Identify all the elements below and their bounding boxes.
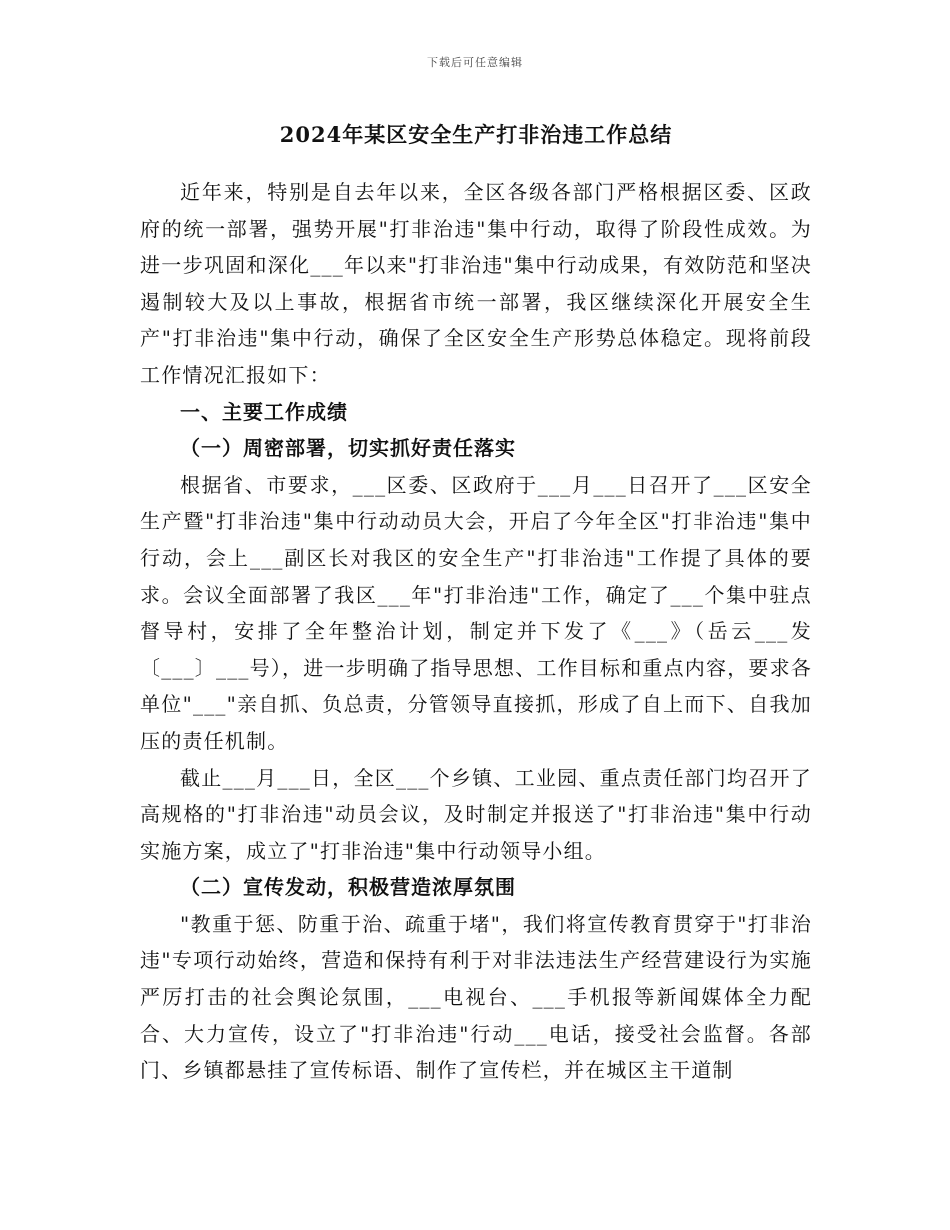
header-note: 下载后可任意编辑 bbox=[427, 56, 523, 69]
publicity-paragraph-1: "教重于惩、防重于治、疏重于堵"，我们将宣传教育贯穿于"打非治违"专项行动始终，营造和保持有利于对非法违法生产经营建设行为实施严厉打击的社会舆论氛围，___电视台、___手机报等新闻媒体全力配合、大力宣传，设立了"打非治违"行动___电话，接受社会监督。各部门、乡镇都悬挂了宣传标语、制作了宣传栏，并在城区主干道制 bbox=[140, 911, 812, 1083]
deployment-paragraph-1: 根据省、市要求，___区委、区政府于___月___日召开了___区安全生产暨"打非治违"集中行动动员大会，开启了今年全区"打非治违"集中行动，会上___副区长对我区的安全生产"打非治违"工作提了具体的要求。会议全面部署了我区___年"打非治违"工作，确定了___个集中驻点督导村，安排了全年整治计划，制定并下发了《___》（岳云___发〔___〕___号），进一步明确了指导思想、工作目标和重点内容，要求各单位"___"亲自抓、负总责，分管领导直接抓，形成了自上而下、自我加压的责任机制。 bbox=[140, 472, 812, 753]
document-body bbox=[140, 118, 812, 1089]
section-heading-main-achievements: 一、主要工作成绩 bbox=[180, 399, 348, 424]
deployment-paragraph-2: 截止___月___日，全区___个乡镇、工业园、重点责任部门均召开了高规格的"打非治违"动员会议，及时制定并报送了"打非治违"集中行动实施方案，成立了"打非治违"集中行动领导小组。 bbox=[140, 765, 812, 863]
document-title: 2024年某区安全生产打非治违工作总结 bbox=[279, 122, 673, 147]
intro-paragraph: 近年来，特别是自去年以来，全区各级各部门严格根据区委、区政府的统一部署，强势开展"打非治违"集中行动，取得了阶段性成效。为进一步巩固和深化___年以来"打非治违"集中行动成果，有效防范和坚决遏制较大及以上事故，根据省市统一部署，我区继续深化开展安全生产"打非治违"集中行动，确保了全区安全生产形势总体稳定。现将前段工作情况汇报如下： bbox=[140, 180, 812, 387]
subsection-heading-publicity: （二）宣传发动，积极营造浓厚氛围 bbox=[180, 875, 516, 900]
subsection-heading-deployment: （一）周密部署，切实抓好责任落实 bbox=[180, 436, 516, 461]
